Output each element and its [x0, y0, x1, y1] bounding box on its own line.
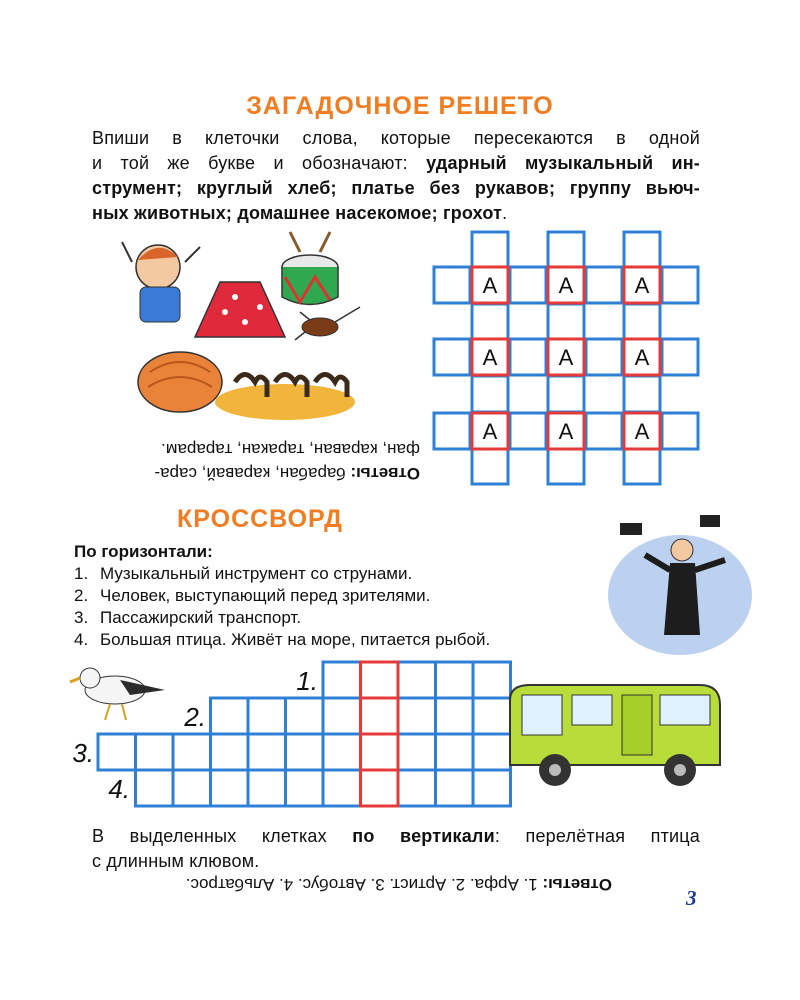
- sieve-answers-line-1: Ответы: барабан, каравай, сара-: [154, 464, 420, 483]
- sieve-cell-col-3[interactable]: [624, 304, 660, 340]
- bread-illustration: [138, 352, 222, 412]
- sieve-cell-col-1[interactable]: [472, 304, 508, 340]
- crossword-cell-row-2[interactable]: [211, 698, 249, 734]
- instruction-line-2: и той же букве и обозначают: ударный музыкальный ин-: [92, 153, 700, 173]
- row-number-2: 2.: [184, 702, 206, 732]
- bus-illustration: [500, 680, 730, 795]
- sieve-letter: А: [558, 345, 574, 370]
- crossword-cell-row-2[interactable]: [398, 698, 436, 734]
- section-title-sieve: ЗАГАДОЧНОЕ РЕШЕТО: [246, 92, 554, 120]
- sieve-cell-row-1[interactable]: [662, 267, 698, 303]
- sieve-answers-upside-down: [80, 437, 420, 485]
- sieve-letter: А: [482, 419, 498, 444]
- camel-caravan-illustration: [215, 375, 355, 421]
- sieve-cell-row-3[interactable]: [586, 413, 622, 449]
- sieve-cell-row-1[interactable]: [434, 267, 470, 303]
- clue-2: 2. Человек, выступающий перед зрителями.: [74, 586, 431, 605]
- crossword-cell-row-3[interactable]: [98, 734, 136, 770]
- sieve-cell-col-3[interactable]: [624, 448, 660, 484]
- sieve-cell-col-2[interactable]: [548, 232, 584, 268]
- sieve-letter: А: [634, 419, 650, 444]
- crossword-highlighted-cell[interactable]: [361, 770, 399, 806]
- sundress-illustration: [195, 282, 285, 337]
- sieve-cell-col-1[interactable]: [472, 232, 508, 268]
- crossword-highlighted-cell[interactable]: [361, 734, 399, 770]
- sieve-cell-row-3[interactable]: [434, 413, 470, 449]
- across-clues: [74, 541, 490, 651]
- sieve-cell-row-3[interactable]: [662, 413, 698, 449]
- vertical-clue-line-1: В выделенных клетках по вертикали: перелётная птица: [92, 826, 700, 846]
- across-header: По горизонтали:: [74, 542, 213, 561]
- crossword-cell-row-2[interactable]: [436, 698, 474, 734]
- sieve-cell-row-2[interactable]: [434, 339, 470, 375]
- sieve-cell-col-2[interactable]: [548, 376, 584, 412]
- crossword-cell-row-1[interactable]: [323, 662, 361, 698]
- crossword-cell-row-3[interactable]: [286, 734, 324, 770]
- crossword-cell-row-3[interactable]: [248, 734, 286, 770]
- sieve-cell-row-2[interactable]: [662, 339, 698, 375]
- row-number-1: 1.: [296, 666, 318, 696]
- sieve-cell-col-3[interactable]: [624, 232, 660, 268]
- boy-illustration: [122, 242, 200, 322]
- sieve-grid: [430, 230, 700, 486]
- crossword-cell-row-4[interactable]: [211, 770, 249, 806]
- sieve-cell-col-1[interactable]: [472, 448, 508, 484]
- crossword-cell-row-4[interactable]: [323, 770, 361, 806]
- crossword-cell-row-4[interactable]: [436, 770, 474, 806]
- sieve-letter: А: [634, 273, 650, 298]
- crossword-cell-row-1[interactable]: [398, 662, 436, 698]
- crossword-cell-row-2[interactable]: [286, 698, 324, 734]
- crossword-highlighted-cell[interactable]: [361, 698, 399, 734]
- crossword-cell-row-3[interactable]: [436, 734, 474, 770]
- cockroach-illustration: [295, 307, 360, 340]
- clue-3: 3. Пассажирский транспорт.: [74, 608, 302, 627]
- crossword-cell-row-3[interactable]: [211, 734, 249, 770]
- sieve-cell-col-3[interactable]: [624, 376, 660, 412]
- sieve-illustrations: [110, 232, 370, 432]
- crossword-cell-row-3[interactable]: [398, 734, 436, 770]
- crossword-cell-row-1[interactable]: [436, 662, 474, 698]
- crossword-cell-row-4[interactable]: [286, 770, 324, 806]
- sieve-cell-row-2[interactable]: [510, 339, 546, 375]
- vertical-clue-line-2: с длинным клювом.: [92, 851, 260, 871]
- sieve-letter: А: [634, 345, 650, 370]
- drum-illustration: [282, 232, 338, 305]
- sieve-letter: А: [482, 273, 498, 298]
- sieve-cell-col-2[interactable]: [548, 304, 584, 340]
- crossword-grid: [70, 658, 490, 808]
- crossword-answers-upside-down: Ответы: 1. Арфа. 2. Артист. 3. Автобус. 4. Альбатрос.: [185, 875, 612, 894]
- page-number: 3: [686, 886, 697, 910]
- sieve-instructions: [92, 126, 700, 226]
- sieve-cell-row-2[interactable]: [586, 339, 622, 375]
- row-number-3: 3.: [72, 738, 94, 768]
- sieve-cell-row-1[interactable]: [510, 267, 546, 303]
- sieve-cell-row-1[interactable]: [586, 267, 622, 303]
- crossword-highlighted-cell[interactable]: [361, 662, 399, 698]
- clue-1: 1. Музыкальный инструмент со струнами.: [74, 564, 413, 583]
- sieve-letter: А: [558, 419, 574, 444]
- sieve-answers-line-2: фан, караван, таракан, тарарам.: [161, 440, 420, 459]
- sieve-cell-row-3[interactable]: [510, 413, 546, 449]
- crossword-cell-row-3[interactable]: [136, 734, 174, 770]
- crossword-cell-row-4[interactable]: [136, 770, 174, 806]
- instruction-line-4: ных животных; домашнее насекомое; грохот.: [92, 203, 508, 223]
- sieve-cell-col-1[interactable]: [472, 376, 508, 412]
- sieve-cell-col-2[interactable]: [548, 448, 584, 484]
- row-number-4: 4.: [108, 774, 130, 804]
- section-title-crossword: КРОССВОРД: [177, 505, 343, 533]
- performer-illustration: [600, 515, 750, 660]
- crossword-cell-row-4[interactable]: [398, 770, 436, 806]
- crossword-cell-row-2[interactable]: [248, 698, 286, 734]
- sieve-letter: А: [482, 345, 498, 370]
- crossword-cell-row-4[interactable]: [173, 770, 211, 806]
- instruction-line-1: Впиши в клеточки слова, которые пересекаются в одной: [92, 128, 700, 148]
- crossword-cell-row-4[interactable]: [248, 770, 286, 806]
- crossword-cell-row-3[interactable]: [323, 734, 361, 770]
- vertical-clue: [92, 824, 700, 874]
- crossword-cell-row-3[interactable]: [173, 734, 211, 770]
- instruction-line-3: струмент; круглый хлеб; платье без рукавов; группу вьюч-: [92, 178, 700, 198]
- clue-4: 4. Большая птица. Живёт на море, питается рыбой.: [74, 630, 491, 649]
- sieve-letter: А: [558, 273, 574, 298]
- crossword-cell-row-2[interactable]: [323, 698, 361, 734]
